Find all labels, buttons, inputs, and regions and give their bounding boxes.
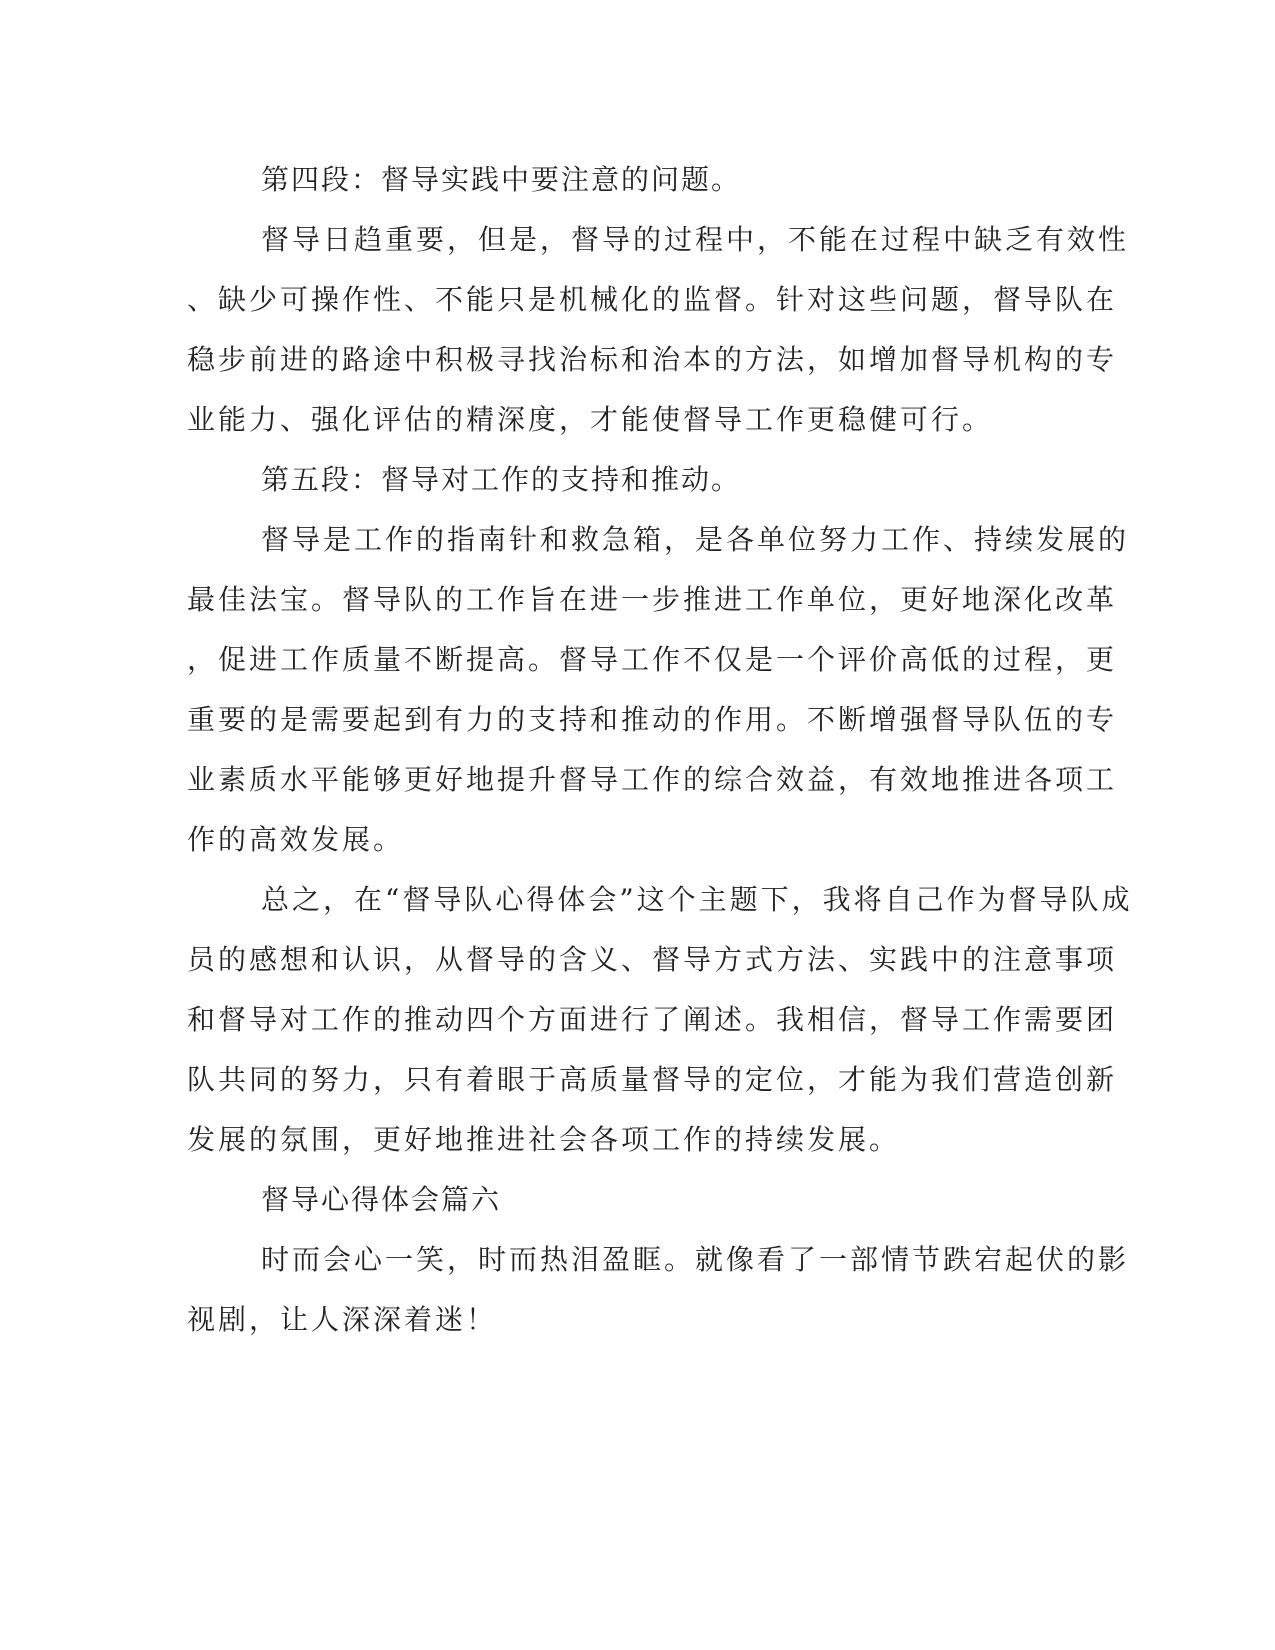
paragraph-line: ，促进工作质量不断提高。督导工作不仅是一个评价高低的过程，更 [187,643,1118,676]
paragraph-line: 队共同的努力，只有着眼于高质量督导的定位，才能为我们营造创新 [187,1063,1118,1096]
heading-line: 第五段：督导对工作的支持和推动。 [261,463,742,496]
paragraph-line: 发展的氛围，更好地推进社会各项工作的持续发展。 [187,1123,901,1156]
paragraph-line: 员的感想和认识，从督导的含义、督导方式方法、实践中的注意事项 [187,943,1118,976]
paragraph-line: 最佳法宝。督导队的工作旨在进一步推进工作单位，更好地深化改革 [187,583,1118,616]
paragraph-line: 、缺少可操作性、不能只是机械化的监督。针对这些问题，督导队在 [187,283,1118,316]
paragraph-line: 业能力、强化评估的精深度，才能使督导工作更稳健可行。 [187,403,994,436]
heading-line: 督导心得体会篇六 [261,1183,502,1216]
paragraph-line: 和督导对工作的推动四个方面进行了阐述。我相信，督导工作需要团 [187,1003,1118,1036]
section-heading-5 [187,450,1067,510]
heading-line: 第四段：督导实践中要注意的问题。 [261,163,742,196]
paragraph-line: 作的高效发展。 [187,823,405,856]
paragraph-line: 视剧，让人深深着迷！ [187,1303,498,1336]
paragraph-1 [187,210,1130,450]
section-heading-4 [187,150,1067,210]
paragraph-line: 时而会心一笑，时而热泪盈眶。就像看了一部情节跌宕起伏的影 [261,1243,1130,1276]
paragraph-line: 督导日趋重要，但是，督导的过程中，不能在过程中缺乏有效性 [261,223,1130,256]
document-body [187,150,1133,1350]
paragraph-line: 业素质水平能够更好地提升督导工作的综合效益，有效地推进各项工 [187,763,1118,796]
section-heading-6 [187,1170,1067,1230]
paragraph-line: 重要的是需要起到有力的支持和推动的作用。不断增强督导队伍的专 [187,703,1118,736]
paragraph-2 [187,510,1130,870]
paragraph-4 [187,1230,1130,1350]
paragraph-line: 总之，在“督导队心得体会”这个主题下，我将自己作为督导队成 [261,883,1133,916]
paragraph-3 [187,870,1133,1170]
paragraph-line: 稳步前进的路途中积极寻找治标和治本的方法，如增加督导机构的专 [187,343,1118,376]
paragraph-line: 督导是工作的指南针和救急箱，是各单位努力工作、持续发展的 [261,523,1130,556]
